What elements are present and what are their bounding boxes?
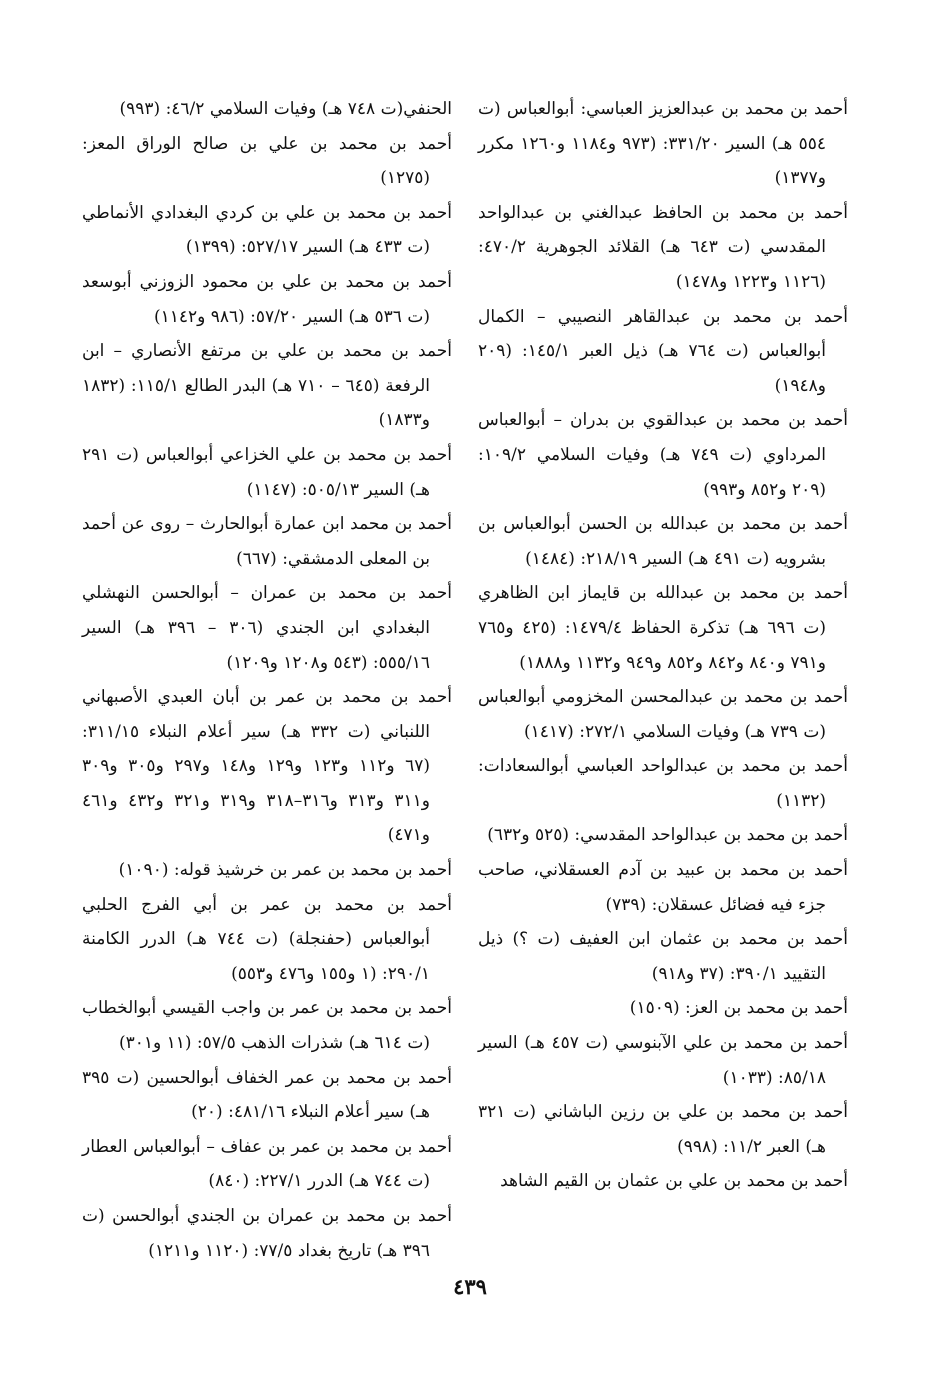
index-entry: أحمد بن محمد بن عمر بن واجب القيسي أبوالخطاب (ت ٦١٤ هـ) شذرات الذهب ٥٧/٥: (١١ و٣٠١) [82, 998, 452, 1054]
index-entry: أحمد بن محمد بن علي بن صالح الوراق المعز: (١٢٧٥) [82, 133, 452, 189]
index-entry: أحمد بن محمد بن عبدالواحد العباسي أبوالسعادات: (١١٣٢) [478, 756, 848, 811]
index-entry: أحمد بن محمد بن عبدالقوي بن بدران – أبوالعباس المرداوي (ت ٧٤٩ هـ) وفيات السلامي ١٠٩/٢: (٢٠٩ و٨٥٢ و٩٩٣) [478, 410, 848, 500]
index-entry: أحمد بن محمد بن العز: (١٥٠٩) [629, 998, 848, 1019]
index-entry: أحمد بن محمد بن عثمان ابن العفيف (ت ؟) ذيل التقييد ٣٩٠/١: (٣٧ و٩١٨) [478, 929, 848, 984]
index-entry: أحمد بن محمد بن علي بن محمود الزوزني أبوسعد (ت ٥٣٦ هـ) السير ٥٧/٢٠: (٩٨٦ و١١٤٢) [82, 271, 452, 327]
left-column [82, 92, 452, 1268]
page-number: ٤٣٩ [453, 1274, 487, 1299]
index-entry: أحمد بن محمد بن عمر الخفاف أبوالحسين (ت ٣٩٥ هـ) سير أعلام النبلاء ٤٨١/١٦: (٢٠) [82, 1067, 452, 1123]
index-entry: أحمد بن محمد بن عمر بن عفاف – أبوالعباس العطار (ت ٧٤٤ هـ) الدرر ٢٢٧/١: (٨٤٠) [82, 1136, 452, 1192]
index-entry: أحمد بن محمد بن علي الآبنوسي (ت ٤٥٧ هـ) السير ٨٥/١٨: (١٠٣٣) [478, 1033, 848, 1088]
index-entry: أحمد بن محمد ابن عمارة أبوالحارث – روى عن أحمد بن المعلى الدمشقي: (٦٦٧) [82, 514, 452, 569]
index-entry: أحمد بن محمد بن عمر بن أبان العبدي الأصبهاني اللنباني (ت ٣٣٢ هـ) سير أعلام النبلاء ٣١١/١٥: (٦٧ و١١٢ و١٢٣ و١٢٩ و١٤٨ و٢٩٧ و٣٠٥ و٣٠٩ و٣١١ و٣١٣ و٣١٦–٣١٨ و٣١٩ و٣٢١ و٤٣٢ و٤٦١ و٤٧١) [82, 687, 452, 846]
index-entry: أحمد بن محمد بن عبدالله بن الحسن أبوالعباس بن بشرويه (ت ٤٩١ هـ) السير ٢١٨/١٩: (١٤٨٤) [478, 514, 848, 569]
index-entry: أحمد بن محمد بن عمران – أبوالحسن النهشلي البغدادي ابن الجندي (٣٠٦ – ٣٩٦ هـ) السير ٥٥٥/١٦: (٥٤٣ و١٢٠٨ و١٢٠٩) [82, 583, 452, 673]
index-entry: أحمد بن محمد بن عمر بن أبي الفرج الحلبي أبوالعباس (حفنجلة) (ت ٧٤٤ هـ) الدرر الكامنة ٢٩٠/١: (١ و١٥٥ و٤٧٦ و٥٥٣) [82, 894, 452, 984]
index-entry: أحمد بن محمد بن عمر بن خرشيذ قوله: (١٠٩٠) [118, 860, 452, 881]
index-entry: أحمد بن محمد بن علي الخزاعي أبوالعباس (ت ٢٩١ هـ) السير ٥٠٥/١٣: (١١٤٧) [82, 444, 452, 500]
index-entry: أحمد بن محمد بن علي بن عثمان بن القيم الشاهد [500, 1171, 848, 1192]
index-entry: أحمد بن محمد بن علي بن رزين الباشاني (ت ٣٢١ هـ) العبر ١١/٢: (٩٩٨) [478, 1102, 848, 1157]
index-entry: أحمد بن محمد بن عمران بن الجندي أبوالحسن (ت ٣٩٦ هـ) تاريخ بغداد ٧٧/٥: (١١٢٠ و١٢١١) [82, 1206, 452, 1261]
index-entry: أحمد بن محمد بن عبدالواحد المقدسي: (٥٢٥ و٦٣٢) [487, 825, 848, 846]
index-entry: أحمد بن محمد بن الحافظ عبدالغني بن عبدالواحد المقدسي (ت ٦٤٣ هـ) القلائد الجوهرية ٤٧٠/٢: (١١٢٦ و١٢٢٣ و١٤٧٨) [478, 202, 848, 292]
index-entry-continuation: الحنفي(ت ٧٤٨ هـ) وفيات السلامي ٤٦/٢: (٩٩٣) [119, 99, 452, 119]
index-entry: أحمد بن محمد بن عبيد بن آدم العسقلاني، صاحب جزء فيه فضائل عسقلان: (٧٣٩) [478, 860, 848, 915]
index-entry: أحمد بن محمد بن عبدالقاهر النصيبي – الكمال أبوالعباس (ت ٧٦٤ هـ) ذيل العبر ١٤٥/١: (٢٠٩ و١٩٤٨) [478, 306, 848, 396]
index-entry: أحمد بن محمد بن عبدالعزيز العباسي: أبوالعباس (ت ٥٥٤ هـ) السير ٣٣١/٢٠: (٩٧٣ و١١٨٤ و١٢٦٠ مكرر و١٣٧٧) [478, 99, 848, 189]
index-entry: أحمد بن محمد بن علي بن كردي البغدادي الأنماطي (ت ٤٣٣ هـ) السير ٥٢٧/١٧: (١٣٩٩) [82, 202, 452, 258]
index-entry: أحمد بن محمد بن عبدالمحسن المخزومي أبوالعباس (ت ٧٣٩ هـ) وفيات السلامي ٢٧٢/١: (١٤١٧) [478, 687, 848, 742]
index-entry: أحمد بن محمد بن علي بن مرتفع الأنصاري – ابن الرفعة (٦٤٥ – ٧١٠ هـ) البدر الطالع ١١٥/١: (١٨٣٢ و١٨٣٣) [82, 341, 452, 431]
right-column [478, 92, 848, 1199]
index-entry: أحمد بن محمد بن عبدالله بن قايماز ابن الظاهري (ت ٦٩٦ هـ) تذكرة الحفاظ ١٤٧٩/٤: (٤٢٥ و٧٦٥ و٧٩١ و٨٤٠ و٨٤٢ و٨٥٢ و٩٤٩ و١١٣٢ و١٨٨٨) [478, 583, 848, 673]
